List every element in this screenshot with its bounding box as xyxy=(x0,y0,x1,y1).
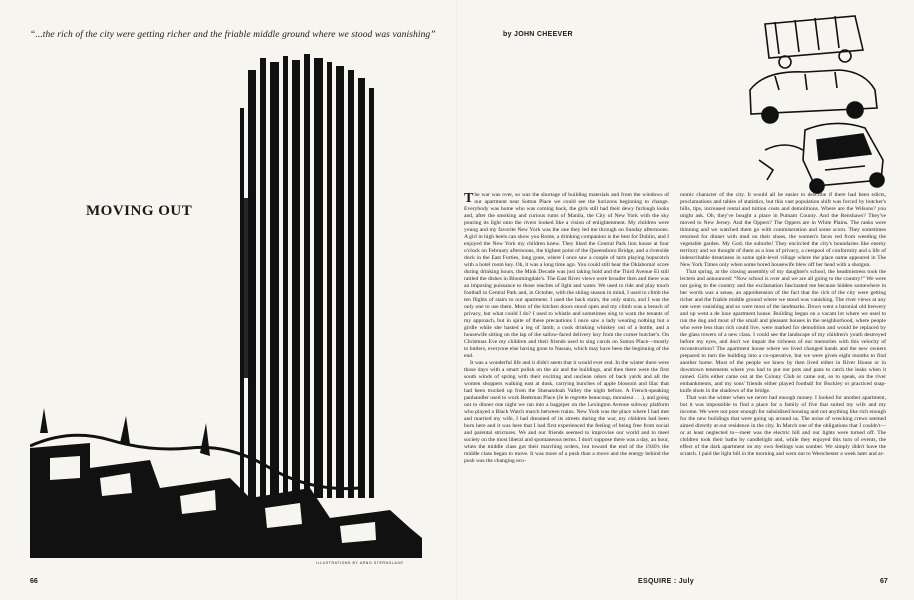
tower-stroke xyxy=(369,88,374,498)
tower-stroke xyxy=(348,70,354,498)
tower-stroke xyxy=(283,56,288,498)
dropcap: T xyxy=(464,192,474,206)
paragraph: That spring, at the closing assembly of my daughter's school, the headmistress took the lectern and announced: “Now school is over and we are all going to the country!” We were not going to the country and the exclamation fascinated me because hidden somewhere in her words was a sense, an apprehension of the fact that the rich of the city were getting richer and the friable middle ground where we stood was vanishing. The river views at any rate were vanishing and so were most of the landmarks. Down went a baronial old brewery and up went a de luxe apartment house. Building began on a vacant lot where we used to run the dog and most of the small and pleasant houses in the neighborhood, where people who were less than rich could live, were marked for demolition and would be replaced by the glass towers of a new class. I could see the landscape of my children's youth destroyed before my eyes, and don't we impair the richness of our memories with this velocity of reconstruction? The apartment house where we lived changed hands and the new owners prepared to turn the building into a co-operative, but we were given eight months to find another home. Most of the people we knew by then lived either in River House or in downtown tenements where you had to put out pots and pans to catch the leaks when it rained. Girls either came out at the Colony Club or came out, so to speak, on the river embankments, and my sons' friends either played football for Buckley or practiced snap-knife shots in the shadows of the bridge. xyxy=(680,269,886,394)
paragraph: nomic character of the city. It would all be easier to describe if there had been edicts, proclamations and tables of statistics, but this vast population shift was forced by butcher's bills, tips, increased rental and tuition costs and demolitions. Where are the Wilsons? you might ask. Oh, they've bought a place in Putnam County. And the Renshaws? They've moved to New Jersey. And the Oppers? The Oppers are in White Plains. The ranks were thinning and we watched them go with commiseration and some scorn. They sometimes returned for dinner with mud on their shoes, the women's faces red from weeding the vegetable garden. My God, the suburbs! They encircled the city's boundaries like enemy territory and we thought of them as a loss of privacy, a cesspool of conformity and a life of indescribable dreariness in some split-level village where the place name appeared in The New York Times only when some bored housewife blew off her head with a shotgun. xyxy=(680,192,886,268)
city-skyline-illustration xyxy=(30,48,430,558)
cars-illustration xyxy=(745,10,895,200)
paragraph: he war was over, so was the shortage of building materials and from the windows of our apartment near Sutton Place we could see the horizons beginning to change. Everybody was home who was coming back, the girls still had their dewy furlough looks and, after the smoking and curious rums of Manila, the City of New York with the sky pouring its light onto the rivers looked like a vision of enlightenment. My children were young and my favorite New York was the one they led me through on Sunday afternoons. A girl in high heels can show you Rome, a drinking companion is the best for Dublin, and I enjoyed the New York my children knew. They liked the Central Park lion house at four o'clock on February afternoons, the highest point of the Queensboro Bridge, and a riverside dock in the East Forties, long gone, where I once saw a couple of tarts playing hopscotch with a hotel room key. Oh, it was a long time ago. You could still hear the Oklahoma! score during drinking hours, the Mink Decade was just taking hold and the Third Avenue El still rattled the dishes in Bloomingdale's. The East River views were broader then and there was an imposing puissance to those reaches of light and water. We used to ride and play touch football in Central Park and, in October, with the skiing season in mind, I used to climb the ten flights of stairs to our apartment. I used the back stairs, the only stairs, and I was the only one to use them. Most of the kitchen doors stood open and my climb was a breach of privacy, but what could I do? I used to whistle and sometimes sing to warn the tenants of my approach, but in spite of these precautions I once saw a lady wearing nothing but a girdle while she basted a leg of lamb, a cook drinking whiskey out of a bottle, and a housewife sitting on the lap of the sallow-faced delivery boy from the corner butcher's. On Christmas Eve my children and their friends used to sing carols on Sutton Place—mostly to butlers, everyone else having gone to Nassau, which may have been the beginning of the end. xyxy=(464,192,669,359)
tower-stroke xyxy=(292,60,300,498)
page-number-left: 66 xyxy=(30,578,38,585)
tower-stroke xyxy=(358,78,365,498)
paragraph: That was the winter when we never had enough money. I looked for another apartment, but it was impossible to find a place for a family of five that suited my wife and my income. We were not poor enough for subsidized housing and not anything like rich enough for the new buildings that were going up around us. The noise of wrecking crews seemed aimed directly at our residence in the city. In March one of the obligations that I couldn't—or at least neglected to—meet was the electric bill and our lights were turned off. The children took their baths by candlelight and, while they enjoyed this turn of events, the effect of the dark apartment on my own feelings was somber. We simply didn't have the scratch. I paid the light bill in the morning and went out to Westchester a week later and ar- xyxy=(680,395,886,457)
tower-stroke xyxy=(336,66,344,498)
tower-stroke xyxy=(270,62,279,498)
tower-stroke xyxy=(260,58,266,498)
article-column-2 xyxy=(680,192,886,572)
tower-stroke xyxy=(314,58,323,498)
illustration-credit: ILLUSTRATIONS BY ARNO STERNGLASS xyxy=(316,561,404,565)
page-gutter xyxy=(456,0,458,600)
article-title: MOVING OUT xyxy=(86,203,193,219)
tower-stroke xyxy=(327,62,332,498)
paragraph: It was a wonderful life and it didn't seem that it would ever end. In the winter there were those days with a smart polish on the air and the buildings, and then there were the first south winds of spring with their exciting and unclean odors of back yards and all the women shoppers walking east at dusk, carrying bunches of apple blossom and lilac that had been trucked up from the Shenandoah Valley the night before. A French-speaking panhandler used to work Beekman Place (Je le regrette beaucoup, monsieur . . .), and going out to dinner one night we ran into a bagpiper on the Lexington Avenue subway platform who played a Black Watch march between trains. New York was the place where I had met and married my wife, I had dreamed of its streets during the war, my children had been born here and it was here that I had first experienced the feeling of being free from social and parental strictures. We and our friends seemed to improvise our world and to meet society on the most liberal and spontaneous terms. I don't suppose there was a day, an hour, when the middle class got their marching orders, but toward the end of the 1940's the middle class began to move. It was more of a push than a move and the energy behind the push was the changing eco- xyxy=(464,360,669,464)
magazine-footer: ESQUIRE : July xyxy=(638,578,694,585)
byline: by JOHN CHEEVER xyxy=(503,31,573,38)
pull-quote: “...the rich of the city were getting richer and the friable middle ground where we stood was vanishing” xyxy=(30,30,436,40)
tower-stroke xyxy=(304,54,310,498)
page-number-right: 67 xyxy=(880,578,888,585)
article-column-1 xyxy=(464,192,669,564)
